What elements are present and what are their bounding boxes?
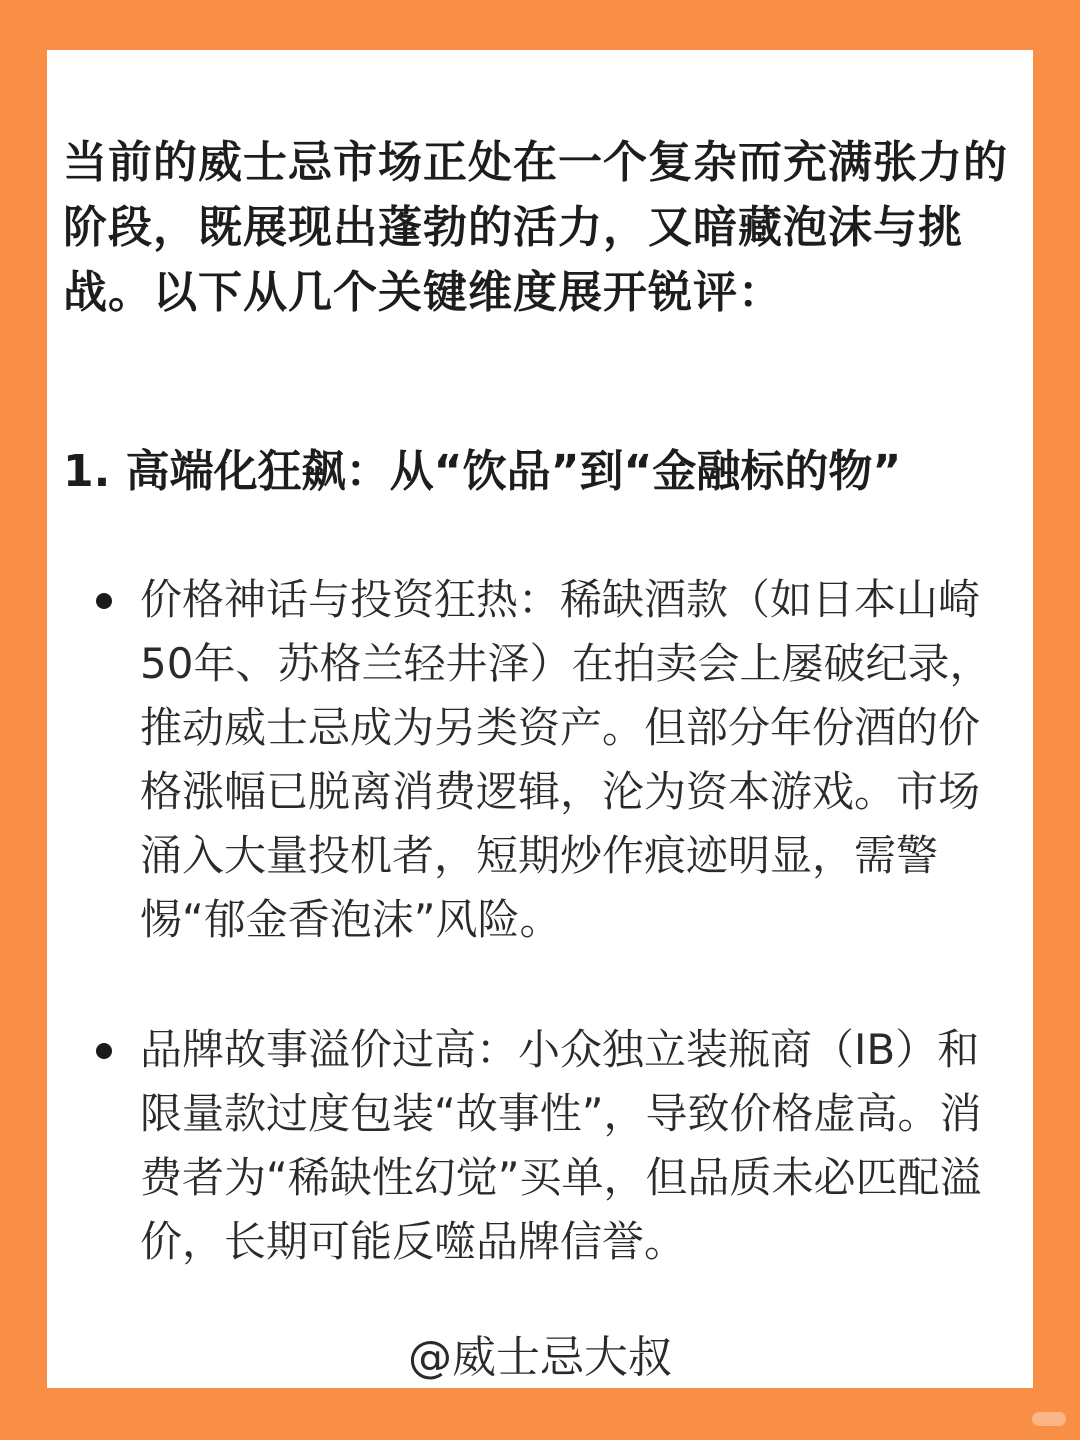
list-item-text: 品牌故事溢价过高：小众独立装瓶商（IB）和限量款过度包装“故事性”，导致价格虚高。消费者为“稀缺性幻觉”买单，但品质未必匹配溢价，长期可能反噬品牌信誉。 bbox=[140, 1025, 982, 1266]
section-title: 1. 高端化狂飙：从“饮品”到“金融标的物” bbox=[63, 446, 902, 497]
watermark-icon bbox=[1032, 1412, 1066, 1426]
list-item-text: 价格神话与投资狂热：稀缺酒款（如日本山崎50年、苏格兰轻井泽）在拍卖会上屡破纪录，推动威士忌成为另类资产。但部分年份酒的价格涨幅已脱离消费逻辑，沦为资本游戏。市场涌入大量投机者，短期炒作痕迹明显，需警惕“郁金香泡沫”风险。 bbox=[140, 575, 992, 944]
list-item bbox=[140, 1018, 1020, 1274]
intro-paragraph: 当前的威士忌市场正处在一个复杂而充满张力的阶段，既展现出蓬勃的活力，又暗藏泡沫与挑战。以下从几个关键维度展开锐评： bbox=[63, 137, 1008, 318]
bullet-list bbox=[47, 50, 1033, 1388]
bullet-dot-icon bbox=[96, 593, 112, 609]
list-item bbox=[140, 568, 1020, 952]
content-card bbox=[47, 50, 1033, 1388]
author-signature: @威士忌大叔 bbox=[408, 1332, 672, 1383]
bullet-dot-icon bbox=[96, 1043, 112, 1059]
